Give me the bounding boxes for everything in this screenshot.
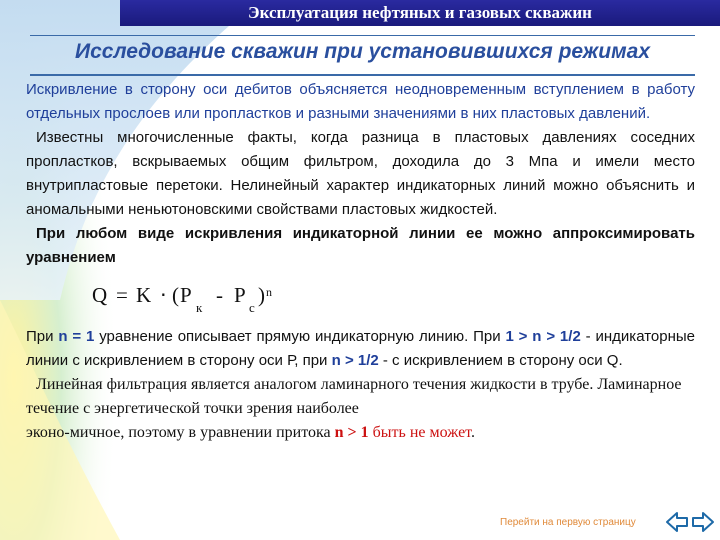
first-page-link[interactable]: Перейти на первую страницу — [500, 517, 636, 528]
text: Линейная фильтрация является аналогом ламинарного течения жидкости в трубе. Ламинарное течение с энергетической точки зрения наиболее — [26, 376, 682, 417]
formula-minus: - — [216, 283, 223, 307]
text: - с искривлением в сторону оси Q. — [378, 352, 623, 369]
header-title: Эксплуатация нефтяных и газовых скважин — [248, 3, 592, 22]
keyword-n-eq-1: n = 1 — [58, 328, 95, 345]
paragraph-n-cases — [26, 325, 695, 373]
keyword-n-range: 1 > n > 1/2 — [505, 328, 581, 345]
paragraph-approximation: При любом виде искривления индикаторной линии ее можно аппроксимировать уравнением — [26, 225, 695, 266]
keyword-n-gt-1: n > 1 — [334, 424, 369, 441]
paragraph-linear-filtration — [26, 373, 695, 445]
formula-dot: ⋅ — [160, 283, 167, 307]
formula-p1-sub: к — [196, 300, 203, 315]
formula-lparen: ( — [172, 283, 179, 307]
text: . — [470, 424, 475, 441]
formula-p2: P — [234, 283, 246, 307]
keyword-n-gt-half: n > 1/2 — [331, 352, 379, 369]
arrow-left-icon[interactable] — [667, 513, 687, 531]
text: эконо-мичное, поэтому в уравнении притока — [26, 424, 335, 441]
formula-exponent: n — [266, 285, 272, 299]
formula-equals: = — [116, 283, 128, 307]
slide-content — [26, 78, 695, 445]
slide-title: Исследование скважин при установившихся режимах — [74, 40, 650, 63]
text: При — [26, 328, 59, 345]
title-bottom-rule — [30, 74, 695, 76]
paragraph-curvature: Искривление в сторону оси дебитов объясняется неодновременным вступлением в работу отдельных прослоев или пропластков и разными значениями в них пластовых давлений. — [26, 81, 695, 122]
formula-p2-sub: c — [249, 300, 255, 315]
text: уравнение описывает прямую индикаторную линию. При — [94, 328, 506, 345]
formula-q: Q — [92, 283, 108, 307]
formula-p1: P — [180, 283, 192, 307]
formula-k: K — [136, 283, 152, 307]
text-line — [26, 421, 695, 445]
text: - индикаторные линии с искривлением в сторону оси Р, при — [26, 328, 696, 369]
arrow-right-icon[interactable] — [693, 513, 713, 531]
navigation-arrows — [665, 508, 715, 536]
formula — [26, 270, 695, 325]
keyword-cannot-be: быть не может — [368, 424, 471, 441]
formula-rparen: ) — [258, 283, 265, 307]
paragraph-facts: Известны многочисленные факты, когда разница в пластовых давлениях соседних пропластков, вскрываемых общим фильтром, доходила до 3 Мпа и имели место внутрипластовые перетоки. Нелинейный характер индикаторных линий можно объяснить и аномальными неньютоновскими свойствами пластовых жидкостей. — [26, 129, 695, 218]
title-top-rule — [30, 35, 695, 36]
